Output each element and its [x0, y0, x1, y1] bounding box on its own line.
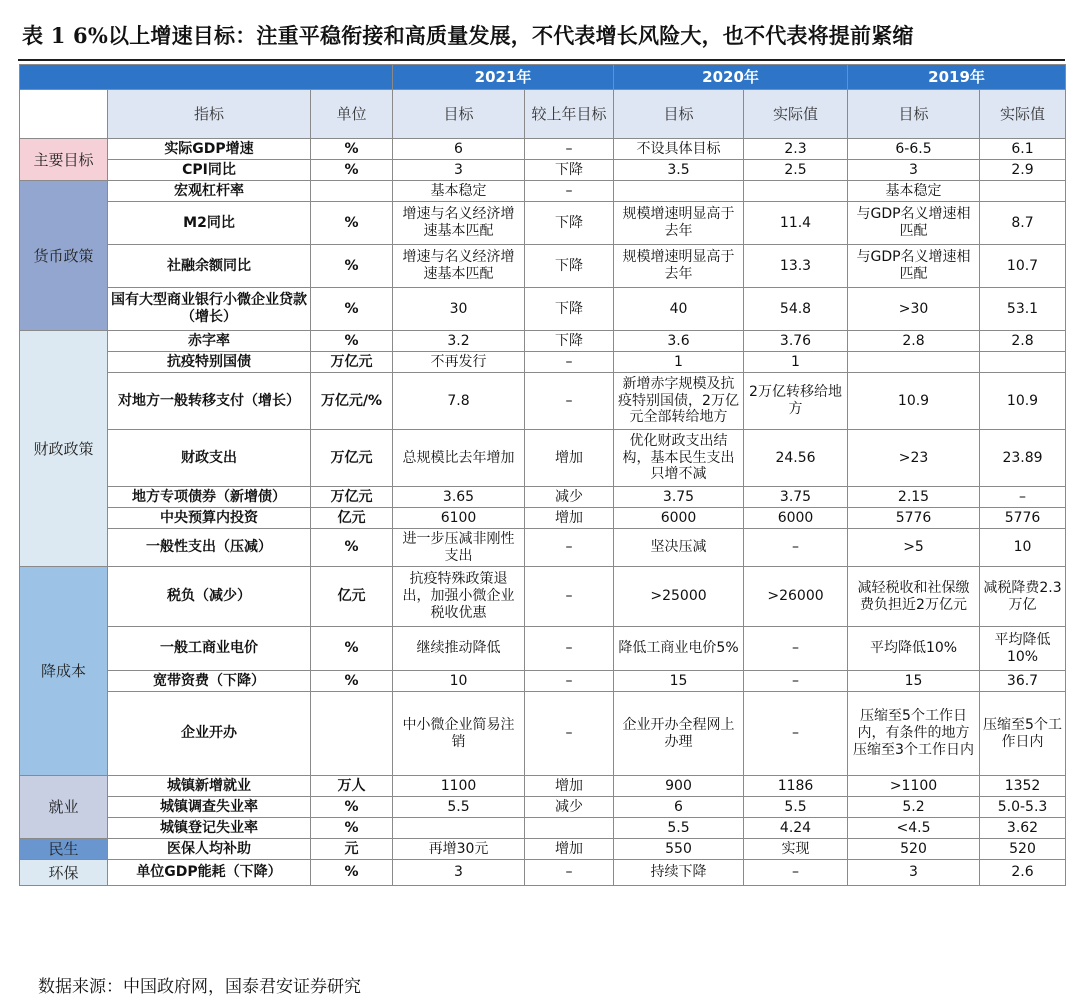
table-row — [20, 797, 1066, 818]
actual-2019-cell: 6.1 — [980, 139, 1066, 160]
target-2021-cell: 增速与名义经济增速基本匹配 — [393, 245, 525, 288]
target-2019-cell — [848, 352, 980, 373]
category-fiscal: 财政政策 — [20, 331, 108, 567]
actual-2019-cell: 3.62 — [980, 818, 1066, 839]
target-2021-cell: 3 — [393, 160, 525, 181]
indicator-cell: 医保人均补助 — [108, 839, 311, 860]
unit-cell: % — [311, 331, 393, 352]
year-2019: 2019年 — [848, 65, 1066, 90]
unit-cell: % — [311, 671, 393, 692]
indicator-cell: 中央预算内投资 — [108, 508, 311, 529]
table-row — [20, 567, 1066, 627]
unit-cell: 万亿元 — [311, 352, 393, 373]
change-cell: – — [525, 352, 614, 373]
target-2021-cell: 6 — [393, 139, 525, 160]
table-title: 表 1 6%以上增速目标：注重平稳衔接和高质量发展，不代表增长风险大，也不代表将提前紧缩 — [22, 23, 914, 48]
target-2021-cell: 1100 — [393, 776, 525, 797]
target-2021-cell: 3 — [393, 860, 525, 886]
actual-2020-cell: 5.5 — [744, 797, 848, 818]
actual-2019-cell: 2.6 — [980, 860, 1066, 886]
target-2019-cell: 5776 — [848, 508, 980, 529]
targets-table — [19, 64, 1066, 886]
table-row — [20, 529, 1066, 567]
change-cell: 下降 — [525, 331, 614, 352]
change-cell: 下降 — [525, 245, 614, 288]
target-2021-cell: 7.8 — [393, 373, 525, 430]
target-2021-cell: 6100 — [393, 508, 525, 529]
target-2019-cell: >23 — [848, 430, 980, 487]
target-2019-cell: 2.15 — [848, 487, 980, 508]
table-row — [20, 627, 1066, 671]
title-divider — [18, 59, 1065, 61]
year-band-row — [20, 65, 1066, 90]
target-2020-cell: 15 — [614, 671, 744, 692]
actual-2020-cell: 4.24 — [744, 818, 848, 839]
unit-cell: 元 — [311, 839, 393, 860]
actual-2020-cell: 11.4 — [744, 202, 848, 245]
header-corner — [20, 90, 108, 139]
header-actual-2020: 实际值 — [744, 90, 848, 139]
target-2019-cell: 5.2 — [848, 797, 980, 818]
change-cell: 减少 — [525, 797, 614, 818]
target-2021-cell: 抗疫特殊政策退出，加强小微企业税收优惠 — [393, 567, 525, 627]
actual-2020-cell: 24.56 — [744, 430, 848, 487]
target-2020-cell: 优化财政支出结构，基本民生支出只增不减 — [614, 430, 744, 487]
unit-cell — [311, 692, 393, 776]
actual-2019-cell: 8.7 — [980, 202, 1066, 245]
unit-cell: 万亿元 — [311, 487, 393, 508]
actual-2019-cell: 2.9 — [980, 160, 1066, 181]
table-row — [20, 373, 1066, 430]
header-actual-2019: 实际值 — [980, 90, 1066, 139]
target-2021-cell: 30 — [393, 288, 525, 331]
target-2019-cell: >30 — [848, 288, 980, 331]
indicator-cell: 一般工商业电价 — [108, 627, 311, 671]
target-2021-cell: 基本稳定 — [393, 181, 525, 202]
target-2020-cell: 3.75 — [614, 487, 744, 508]
band-blank — [20, 65, 393, 90]
category-monetary: 货币政策 — [20, 181, 108, 331]
actual-2019-cell: 减税降费2.3万亿 — [980, 567, 1066, 627]
actual-2019-cell: 2.8 — [980, 331, 1066, 352]
target-2019-cell: 与GDP名义增速相匹配 — [848, 202, 980, 245]
target-2021-cell: 继续推动降低 — [393, 627, 525, 671]
unit-cell: % — [311, 797, 393, 818]
indicator-cell: 城镇调查失业率 — [108, 797, 311, 818]
indicator-cell: 一般性支出（压减） — [108, 529, 311, 567]
target-2020-cell: 3.5 — [614, 160, 744, 181]
actual-2019-cell: 53.1 — [980, 288, 1066, 331]
target-2020-cell: >25000 — [614, 567, 744, 627]
indicator-cell: 单位GDP能耗（下降） — [108, 860, 311, 886]
indicator-cell: 赤字率 — [108, 331, 311, 352]
target-2021-cell: 10 — [393, 671, 525, 692]
target-2020-cell: 规模增速明显高于去年 — [614, 202, 744, 245]
actual-2020-cell: 2.5 — [744, 160, 848, 181]
change-cell — [525, 818, 614, 839]
target-2021-cell: 中小微企业简易注销 — [393, 692, 525, 776]
target-2019-cell: 与GDP名义增速相匹配 — [848, 245, 980, 288]
category-environment: 环保 — [20, 860, 108, 886]
actual-2019-cell: 1352 — [980, 776, 1066, 797]
target-2021-cell: 3.65 — [393, 487, 525, 508]
unit-cell: 亿元 — [311, 508, 393, 529]
table-row — [20, 839, 1066, 860]
unit-cell: % — [311, 139, 393, 160]
actual-2020-cell: – — [744, 692, 848, 776]
indicator-cell: 企业开办 — [108, 692, 311, 776]
target-2020-cell: 6000 — [614, 508, 744, 529]
table-row — [20, 352, 1066, 373]
target-2019-cell: 15 — [848, 671, 980, 692]
target-2020-cell: 40 — [614, 288, 744, 331]
change-cell: – — [525, 860, 614, 886]
indicator-cell: 财政支出 — [108, 430, 311, 487]
target-2019-cell: 平均降低10% — [848, 627, 980, 671]
change-cell: 下降 — [525, 202, 614, 245]
table-row — [20, 776, 1066, 797]
target-2020-cell: 550 — [614, 839, 744, 860]
target-2021-cell: 不再发行 — [393, 352, 525, 373]
column-header-row — [20, 90, 1066, 139]
header-target-2021: 目标 — [393, 90, 525, 139]
target-2019-cell: 520 — [848, 839, 980, 860]
indicator-cell: 地方专项债券（新增债） — [108, 487, 311, 508]
target-2021-cell — [393, 818, 525, 839]
target-2021-cell: 增速与名义经济增速基本匹配 — [393, 202, 525, 245]
table-row — [20, 508, 1066, 529]
actual-2019-cell: 压缩至5个工作日内 — [980, 692, 1066, 776]
actual-2020-cell: 13.3 — [744, 245, 848, 288]
change-cell: – — [525, 181, 614, 202]
actual-2020-cell: 2万亿转移给地方 — [744, 373, 848, 430]
target-2019-cell: 3 — [848, 860, 980, 886]
actual-2020-cell: – — [744, 529, 848, 567]
target-2019-cell: 减轻税收和社保缴费负担近2万亿元 — [848, 567, 980, 627]
actual-2019-cell: 36.7 — [980, 671, 1066, 692]
target-2020-cell: 1 — [614, 352, 744, 373]
target-2020-cell: 持续下降 — [614, 860, 744, 886]
table-row — [20, 181, 1066, 202]
actual-2020-cell: 1186 — [744, 776, 848, 797]
change-cell: – — [525, 373, 614, 430]
table-row — [20, 818, 1066, 839]
unit-cell: 万亿元 — [311, 430, 393, 487]
change-cell: 下降 — [525, 288, 614, 331]
actual-2019-cell: 10.9 — [980, 373, 1066, 430]
table-row — [20, 160, 1066, 181]
change-cell: – — [525, 627, 614, 671]
actual-2020-cell: 实现 — [744, 839, 848, 860]
actual-2019-cell: 23.89 — [980, 430, 1066, 487]
target-2020-cell: 6 — [614, 797, 744, 818]
change-cell: – — [525, 567, 614, 627]
unit-cell: % — [311, 529, 393, 567]
table-row — [20, 430, 1066, 487]
unit-cell: % — [311, 860, 393, 886]
indicator-cell: 对地方一般转移支付（增长） — [108, 373, 311, 430]
actual-2020-cell: – — [744, 860, 848, 886]
table-row — [20, 331, 1066, 352]
category-livelihood: 民生 — [20, 839, 108, 860]
table-row — [20, 245, 1066, 288]
actual-2020-cell: 1 — [744, 352, 848, 373]
change-cell: 下降 — [525, 160, 614, 181]
change-cell: 增加 — [525, 776, 614, 797]
unit-cell: % — [311, 160, 393, 181]
indicator-cell: 税负（减少） — [108, 567, 311, 627]
target-2021-cell: 3.2 — [393, 331, 525, 352]
target-2019-cell: 基本稳定 — [848, 181, 980, 202]
change-cell: – — [525, 692, 614, 776]
table-row — [20, 288, 1066, 331]
header-target-2020: 目标 — [614, 90, 744, 139]
actual-2020-cell — [744, 181, 848, 202]
target-2020-cell: 规模增速明显高于去年 — [614, 245, 744, 288]
actual-2020-cell: 54.8 — [744, 288, 848, 331]
change-cell: 增加 — [525, 839, 614, 860]
unit-cell: 万亿元/% — [311, 373, 393, 430]
category-main: 主要目标 — [20, 139, 108, 181]
unit-cell: % — [311, 627, 393, 671]
actual-2019-cell: 平均降低10% — [980, 627, 1066, 671]
actual-2019-cell: – — [980, 487, 1066, 508]
target-2019-cell: >1100 — [848, 776, 980, 797]
actual-2019-cell: 10 — [980, 529, 1066, 567]
change-cell: 增加 — [525, 430, 614, 487]
change-cell: – — [525, 139, 614, 160]
indicator-cell: 抗疫特别国债 — [108, 352, 311, 373]
unit-cell: % — [311, 202, 393, 245]
target-2019-cell: 10.9 — [848, 373, 980, 430]
header-change: 较上年目标 — [525, 90, 614, 139]
actual-2019-cell: 520 — [980, 839, 1066, 860]
target-2019-cell: 压缩至5个工作日内，有条件的地方压缩至3个工作日内 — [848, 692, 980, 776]
table-row — [20, 671, 1066, 692]
actual-2020-cell: 2.3 — [744, 139, 848, 160]
change-cell: 增加 — [525, 508, 614, 529]
table-row — [20, 139, 1066, 160]
header-target-2019: 目标 — [848, 90, 980, 139]
target-2021-cell: 总规模比去年增加 — [393, 430, 525, 487]
header-indicator: 指标 — [108, 90, 311, 139]
actual-2020-cell: 3.76 — [744, 331, 848, 352]
indicator-cell: 城镇新增就业 — [108, 776, 311, 797]
year-2021: 2021年 — [393, 65, 614, 90]
target-2019-cell: 6-6.5 — [848, 139, 980, 160]
indicator-cell: CPI同比 — [108, 160, 311, 181]
indicator-cell: 社融余额同比 — [108, 245, 311, 288]
indicator-cell: 城镇登记失业率 — [108, 818, 311, 839]
target-2020-cell: 900 — [614, 776, 744, 797]
change-cell: – — [525, 671, 614, 692]
header-unit: 单位 — [311, 90, 393, 139]
target-2020-cell: 3.6 — [614, 331, 744, 352]
table-row — [20, 860, 1066, 886]
actual-2020-cell: 6000 — [744, 508, 848, 529]
indicator-cell: M2同比 — [108, 202, 311, 245]
unit-cell: % — [311, 245, 393, 288]
unit-cell — [311, 181, 393, 202]
table-row — [20, 202, 1066, 245]
unit-cell: % — [311, 288, 393, 331]
actual-2020-cell: 3.75 — [744, 487, 848, 508]
actual-2020-cell: >26000 — [744, 567, 848, 627]
actual-2019-cell — [980, 181, 1066, 202]
target-2020-cell: 坚决压减 — [614, 529, 744, 567]
unit-cell: % — [311, 818, 393, 839]
target-2020-cell: 5.5 — [614, 818, 744, 839]
target-2020-cell: 新增赤字规模及抗疫特别国债，2万亿元全部转给地方 — [614, 373, 744, 430]
unit-cell: 万人 — [311, 776, 393, 797]
change-cell: – — [525, 529, 614, 567]
indicator-cell: 实际GDP增速 — [108, 139, 311, 160]
target-2019-cell: 3 — [848, 160, 980, 181]
change-cell: 减少 — [525, 487, 614, 508]
actual-2020-cell: – — [744, 671, 848, 692]
actual-2019-cell: 10.7 — [980, 245, 1066, 288]
category-jobs: 就业 — [20, 776, 108, 839]
indicator-cell: 宽带资费（下降） — [108, 671, 311, 692]
target-2021-cell: 再增30元 — [393, 839, 525, 860]
actual-2019-cell — [980, 352, 1066, 373]
target-2020-cell — [614, 181, 744, 202]
year-2020: 2020年 — [614, 65, 848, 90]
table-row — [20, 692, 1066, 776]
target-2021-cell: 进一步压减非刚性支出 — [393, 529, 525, 567]
target-2021-cell: 5.5 — [393, 797, 525, 818]
target-2019-cell: >5 — [848, 529, 980, 567]
target-2020-cell: 不设具体目标 — [614, 139, 744, 160]
actual-2019-cell: 5776 — [980, 508, 1066, 529]
table-row — [20, 487, 1066, 508]
actual-2020-cell: – — [744, 627, 848, 671]
category-cost: 降成本 — [20, 567, 108, 776]
target-2020-cell: 降低工商业电价5% — [614, 627, 744, 671]
actual-2019-cell: 5.0-5.3 — [980, 797, 1066, 818]
target-2019-cell: 2.8 — [848, 331, 980, 352]
unit-cell: 亿元 — [311, 567, 393, 627]
target-2020-cell: 企业开办全程网上办理 — [614, 692, 744, 776]
indicator-cell: 国有大型商业银行小微企业贷款（增长） — [108, 288, 311, 331]
target-2019-cell: <4.5 — [848, 818, 980, 839]
data-source-note: 数据来源：中国政府网，国泰君安证券研究 — [38, 977, 361, 997]
indicator-cell: 宏观杠杆率 — [108, 181, 311, 202]
